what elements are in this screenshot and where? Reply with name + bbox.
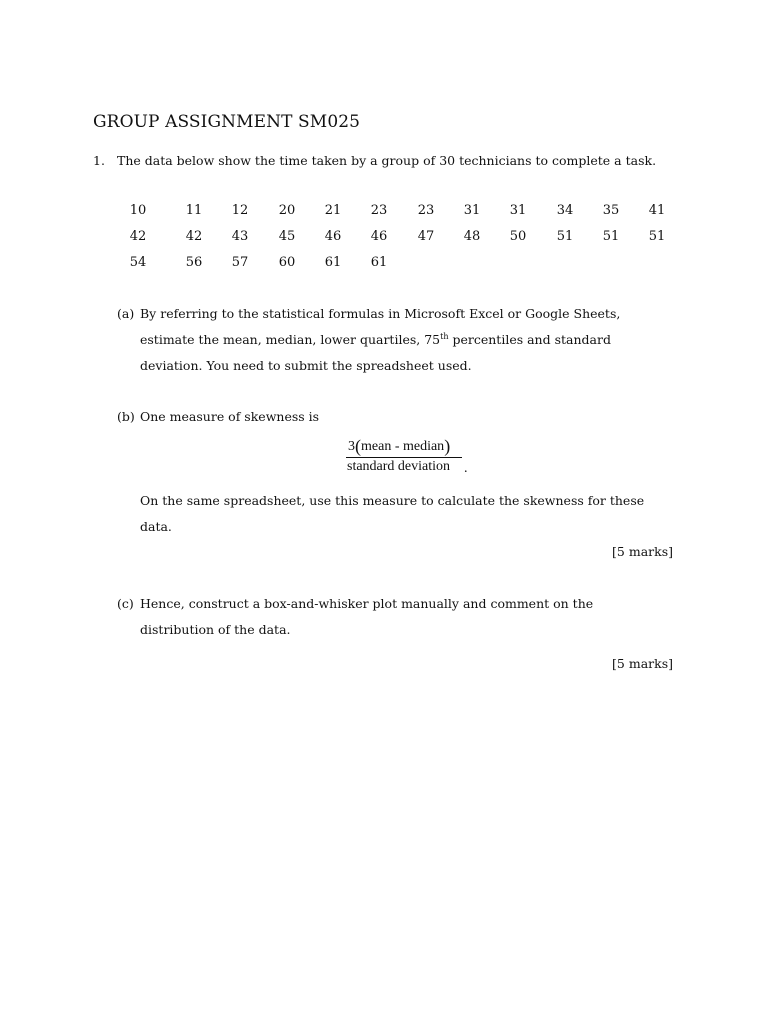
data-value: 46 xyxy=(324,229,342,244)
data-value: 45 xyxy=(278,229,296,244)
data-value: 21 xyxy=(324,203,342,218)
data-value: 23 xyxy=(370,203,388,218)
formula-coefficient: 3 xyxy=(348,439,355,454)
formula-denominator: standard deviation xyxy=(347,459,451,474)
data-value: 54 xyxy=(129,255,147,270)
formula-open-paren: ( xyxy=(355,436,361,456)
data-value: 34 xyxy=(556,203,574,218)
formula-numerator-text: mean - median xyxy=(361,439,445,454)
page-title: GROUP ASSIGNMENT SM025 xyxy=(93,112,361,132)
data-value: 48 xyxy=(463,229,481,244)
data-value: 42 xyxy=(185,229,203,244)
data-value: 12 xyxy=(231,203,249,218)
data-value: 31 xyxy=(463,203,481,218)
question-number: 1. xyxy=(93,153,105,168)
data-value: 42 xyxy=(129,229,147,244)
formula-numerator xyxy=(348,436,450,457)
part-b-line-3: data. xyxy=(140,519,172,534)
data-value: 46 xyxy=(370,229,388,244)
part-c-label: (c) xyxy=(117,596,134,611)
data-value: 61 xyxy=(324,255,342,270)
question-text: The data below show the time taken by a group of 30 technicians to complete a task. xyxy=(117,153,657,168)
ordinal-superscript: th xyxy=(440,332,449,341)
data-value: 47 xyxy=(417,229,435,244)
part-a-line-2-end: percentiles and standard xyxy=(448,332,611,347)
part-a-line-3: deviation. You need to submit the spreadsheet used. xyxy=(140,358,472,373)
data-value: 31 xyxy=(509,203,527,218)
data-value: 61 xyxy=(370,255,388,270)
data-value: 10 xyxy=(129,203,147,218)
part-a-label: (a) xyxy=(117,306,135,321)
data-value: 41 xyxy=(648,203,666,218)
data-value: 57 xyxy=(231,255,249,270)
data-value: 51 xyxy=(602,229,620,244)
data-value: 51 xyxy=(556,229,574,244)
part-b-label: (b) xyxy=(117,409,135,424)
data-value: 20 xyxy=(278,203,296,218)
data-value: 11 xyxy=(185,203,203,218)
part-c-marks: [5 marks] xyxy=(612,656,673,671)
data-value: 60 xyxy=(278,255,296,270)
data-value: 51 xyxy=(648,229,666,244)
data-value: 23 xyxy=(417,203,435,218)
part-a-line-1: By referring to the statistical formulas in Microsoft Excel or Google Sheets, xyxy=(140,306,621,321)
data-value: 50 xyxy=(509,229,527,244)
formula-close-paren: ) xyxy=(444,436,451,456)
part-b-line-2: On the same spreadsheet, use this measure to calculate the skewness for these xyxy=(140,493,645,508)
part-b-marks: [5 marks] xyxy=(612,544,673,559)
part-b-line-1: One measure of skewness is xyxy=(140,409,320,424)
data-value: 35 xyxy=(602,203,620,218)
part-a-line-2 xyxy=(140,332,611,347)
formula-period: . xyxy=(464,461,468,476)
data-value: 43 xyxy=(231,229,249,244)
fraction-bar xyxy=(346,457,462,458)
part-c-line-1: Hence, construct a box-and-whisker plot manually and comment on the xyxy=(140,596,594,611)
part-a-line-2-start: estimate the mean, median, lower quartiles, 75 xyxy=(140,332,441,347)
part-c-line-2: distribution of the data. xyxy=(140,622,291,637)
data-value: 56 xyxy=(185,255,203,270)
